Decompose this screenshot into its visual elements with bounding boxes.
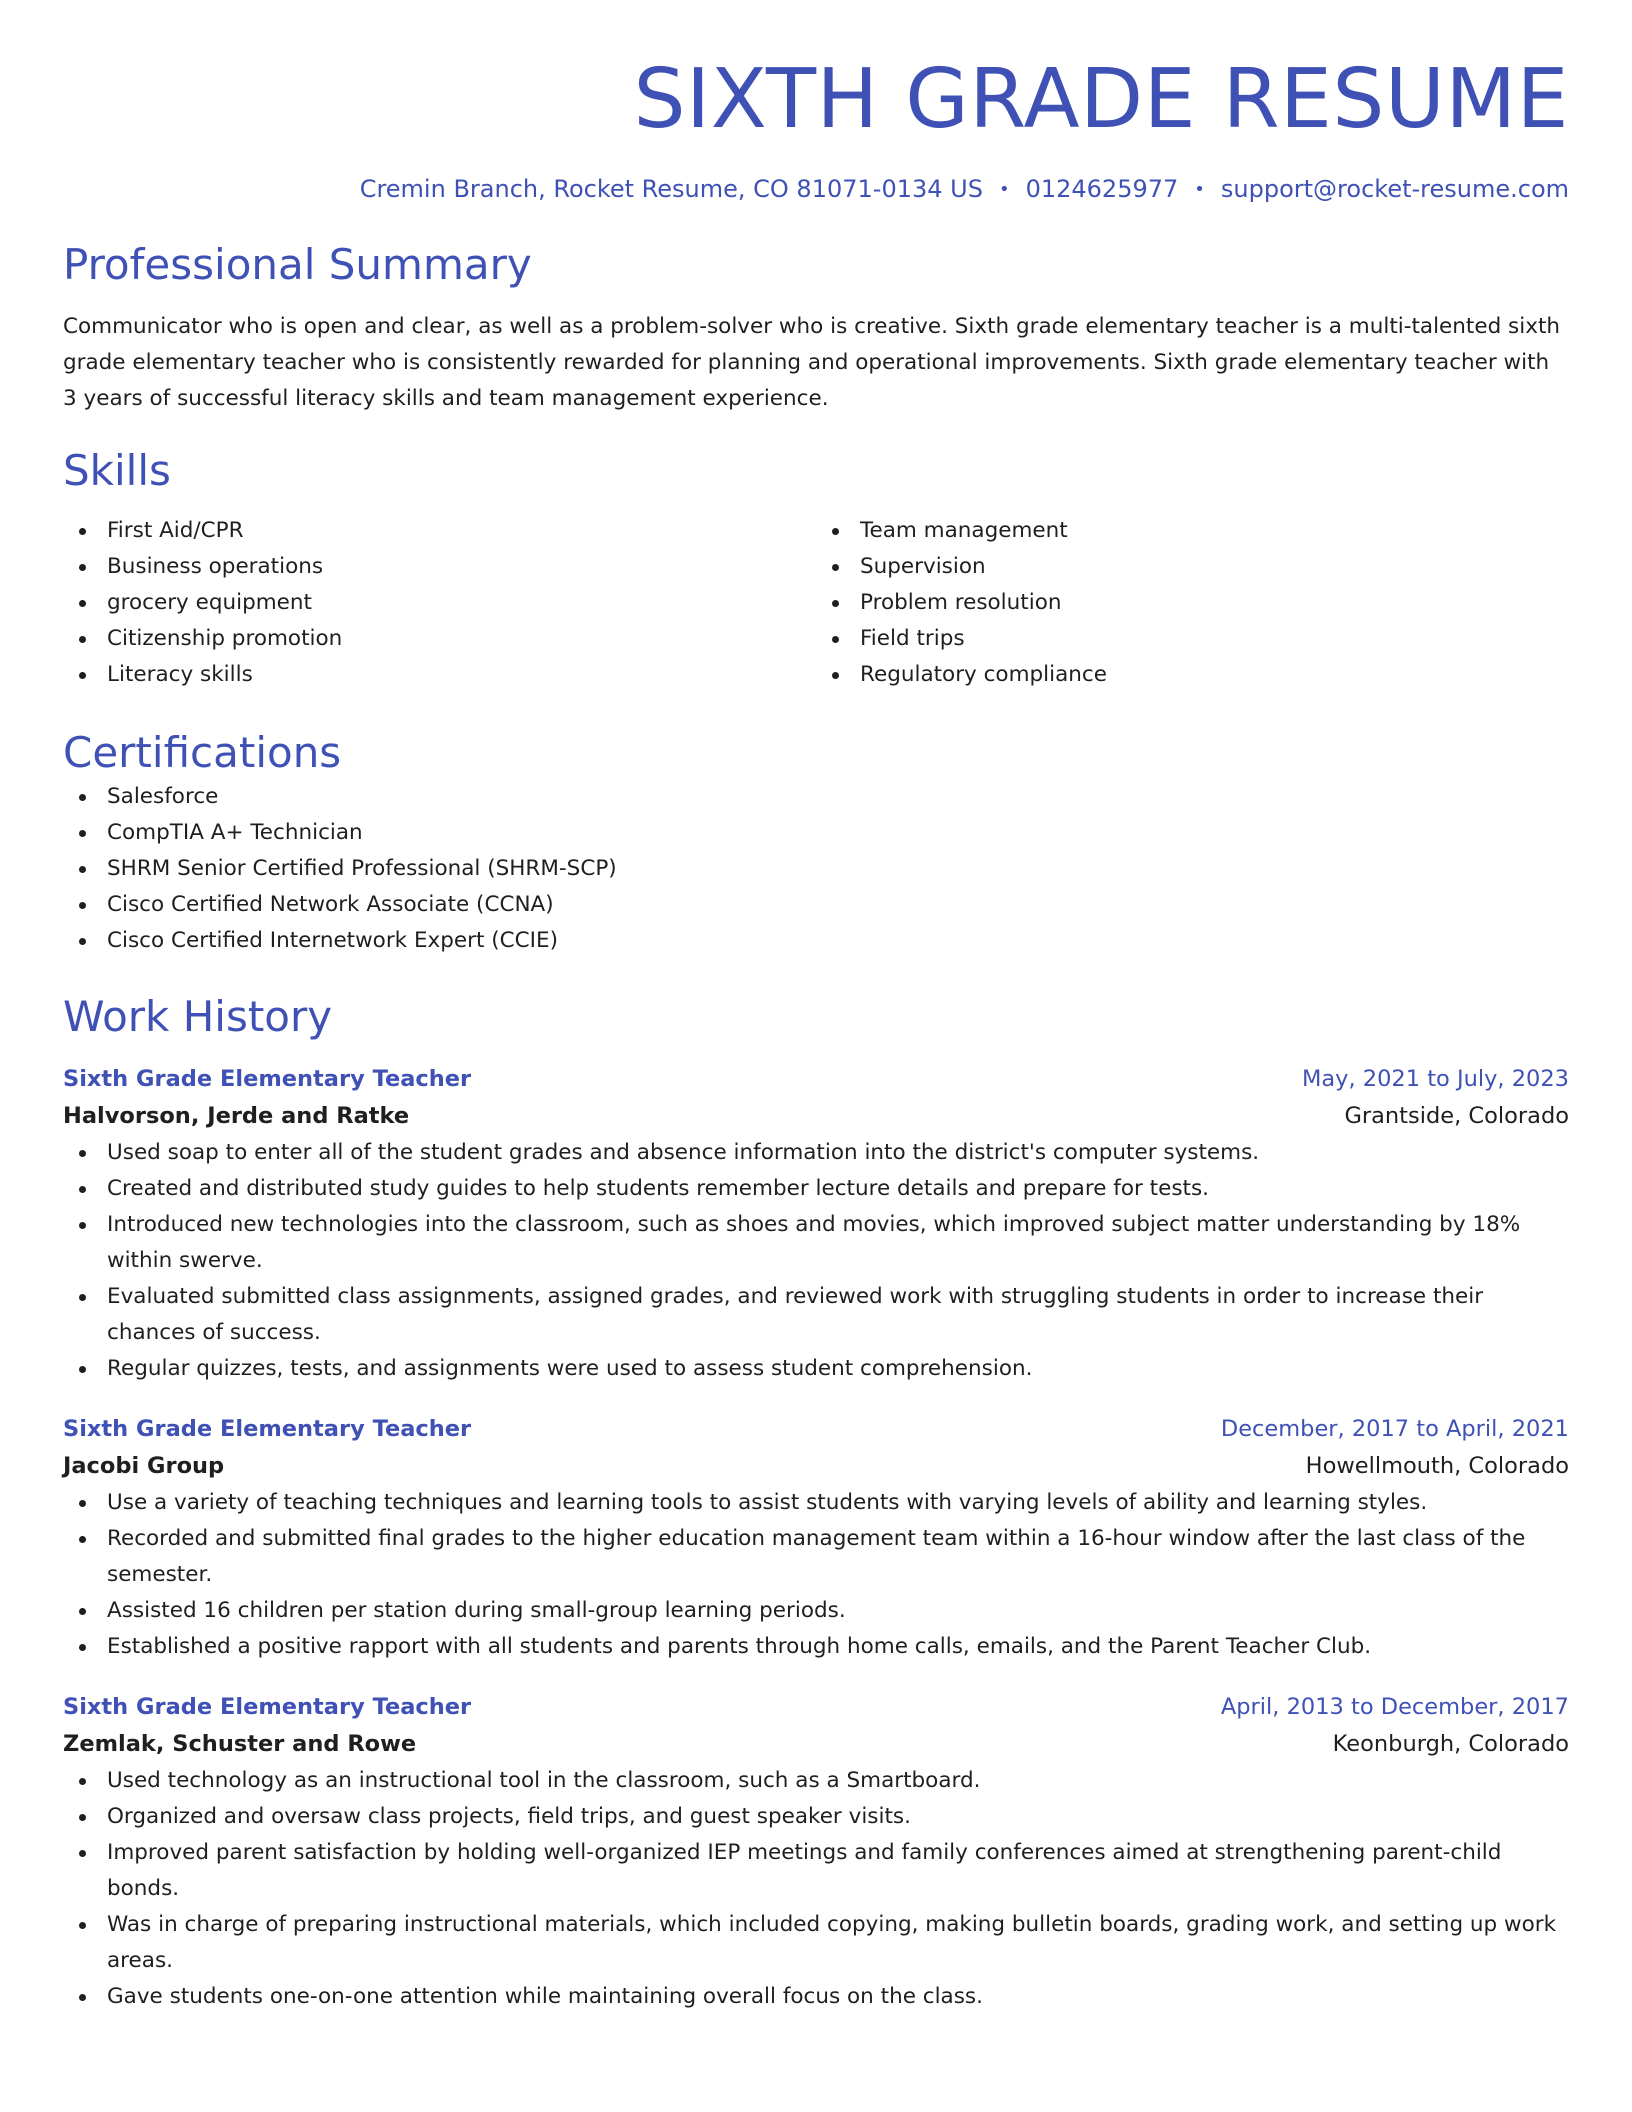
job-duties-list — [63, 1763, 1569, 2015]
skills-list-right — [816, 513, 1569, 693]
work-history-heading: Work History — [63, 992, 333, 1041]
job-location: Grantside, Colorado — [1344, 1103, 1569, 1129]
job-duty: Gave students one-on-one attention while maintaining overall focus on the class. — [63, 1979, 1569, 2015]
job-duty: Organized and oversaw class projects, field trips, and guest speaker visits. — [63, 1799, 1569, 1835]
certification-item: Cisco Certified Internetwork Expert (CCIE) — [63, 923, 1569, 959]
job-company: Halvorson, Jerde and Ratke — [63, 1103, 410, 1129]
job-location: Howellmouth, Colorado — [1305, 1453, 1569, 1479]
summary-heading: Professional Summary — [63, 240, 532, 289]
resume-title: SIXTH GRADE RESUME — [633, 52, 1569, 147]
skill-item: Literacy skills — [63, 657, 816, 693]
skill-item: Business operations — [63, 549, 816, 585]
job-duties-list — [63, 1485, 1569, 1665]
skill-item: grocery equipment — [63, 585, 816, 621]
skill-item: Citizenship promotion — [63, 621, 816, 657]
contact-line — [63, 174, 1569, 205]
job-position: Sixth Grade Elementary Teacher — [63, 1066, 472, 1092]
job-duty: Used soap to enter all of the student grades and absence information into the district's computer systems. — [63, 1135, 1569, 1171]
job-duty: Recorded and submitted final grades to the higher education management team within a 16-hour window after the last class of the semester. — [63, 1521, 1569, 1593]
job-position: Sixth Grade Elementary Teacher — [63, 1694, 472, 1720]
job-entry — [63, 1689, 1569, 2015]
skill-item: First Aid/CPR — [63, 513, 816, 549]
job-duty: Used technology as an instructional tool in the classroom, such as a Smartboard. — [63, 1763, 1569, 1799]
contact-separator: • — [1194, 179, 1205, 200]
job-location: Keonburgh, Colorado — [1332, 1731, 1569, 1757]
certification-item: Cisco Certified Network Associate (CCNA) — [63, 887, 1569, 923]
job-duties-list — [63, 1135, 1569, 1387]
contact-email: support@rocket-resume.com — [1220, 175, 1569, 203]
skill-item: Field trips — [816, 621, 1569, 657]
job-duty: Created and distributed study guides to help students remember lecture details and prepare for tests. — [63, 1171, 1569, 1207]
skills-heading: Skills — [63, 446, 171, 495]
certification-item: Salesforce — [63, 779, 1569, 815]
contact-address: Cremin Branch, Rocket Resume, CO 81071-0134 US — [359, 175, 983, 203]
job-company: Zemlak, Schuster and Rowe — [63, 1731, 417, 1757]
contact-separator: • — [998, 179, 1010, 200]
job-dates: April, 2013 to December, 2017 — [1220, 1694, 1569, 1720]
job-entry — [63, 1411, 1569, 1665]
job-duty: Was in charge of preparing instructional materials, which included copying, making bulletin boards, grading work, and setting up work areas. — [63, 1907, 1569, 1979]
certifications-list — [63, 779, 1569, 959]
job-header-row — [63, 1411, 1569, 1447]
job-header-row — [63, 1061, 1569, 1097]
skill-item: Regulatory compliance — [816, 657, 1569, 693]
job-dates: December, 2017 to April, 2021 — [1220, 1416, 1569, 1442]
job-company: Jacobi Group — [63, 1453, 225, 1479]
certification-item: CompTIA A+ Technician — [63, 815, 1569, 851]
skills-list-left — [63, 513, 816, 693]
contact-phone: 0124625977 — [1025, 175, 1179, 203]
job-duty: Assisted 16 children per station during small-group learning periods. — [63, 1593, 1569, 1629]
job-duty: Established a positive rapport with all students and parents through home calls, emails, and the Parent Teacher Club. — [63, 1629, 1569, 1665]
summary-text: Communicator who is open and clear, as well as a problem-solver who is creative. Sixth grade elementary teacher is a multi-talented sixth grade elementary teacher who is consistently rewarded for planning and operational improvements. Sixth grade elementary teacher with 3 years of successful literacy skills and team management experience. — [63, 314, 1561, 411]
job-duty: Regular quizzes, tests, and assignments were used to assess student comprehension. — [63, 1351, 1569, 1387]
job-position: Sixth Grade Elementary Teacher — [63, 1416, 472, 1442]
job-duty: Use a variety of teaching techniques and learning tools to assist students with varying levels of ability and learning styles. — [63, 1485, 1569, 1521]
job-company-row — [63, 1725, 1569, 1763]
skill-item: Supervision — [816, 549, 1569, 585]
job-entry — [63, 1061, 1569, 1387]
job-company-row — [63, 1447, 1569, 1485]
skill-item: Team management — [816, 513, 1569, 549]
job-duty: Introduced new technologies into the classroom, such as shoes and movies, which improved subject matter understanding by 18% within swerve. — [63, 1207, 1569, 1279]
job-duty: Improved parent satisfaction by holding well-organized IEP meetings and family conferences aimed at strengthening parent-child bonds. — [63, 1835, 1569, 1907]
certification-item: SHRM Senior Certified Professional (SHRM-SCP) — [63, 851, 1569, 887]
job-duty: Evaluated submitted class assignments, assigned grades, and reviewed work with struggling students in order to increase their chances of success. — [63, 1279, 1569, 1351]
resume-header — [63, 52, 1569, 205]
job-dates: May, 2021 to July, 2023 — [1301, 1066, 1569, 1092]
skill-item: Problem resolution — [816, 585, 1569, 621]
certifications-heading: Certifications — [63, 728, 342, 777]
skills-grid — [63, 513, 1569, 693]
job-company-row — [63, 1097, 1569, 1135]
job-header-row — [63, 1689, 1569, 1725]
